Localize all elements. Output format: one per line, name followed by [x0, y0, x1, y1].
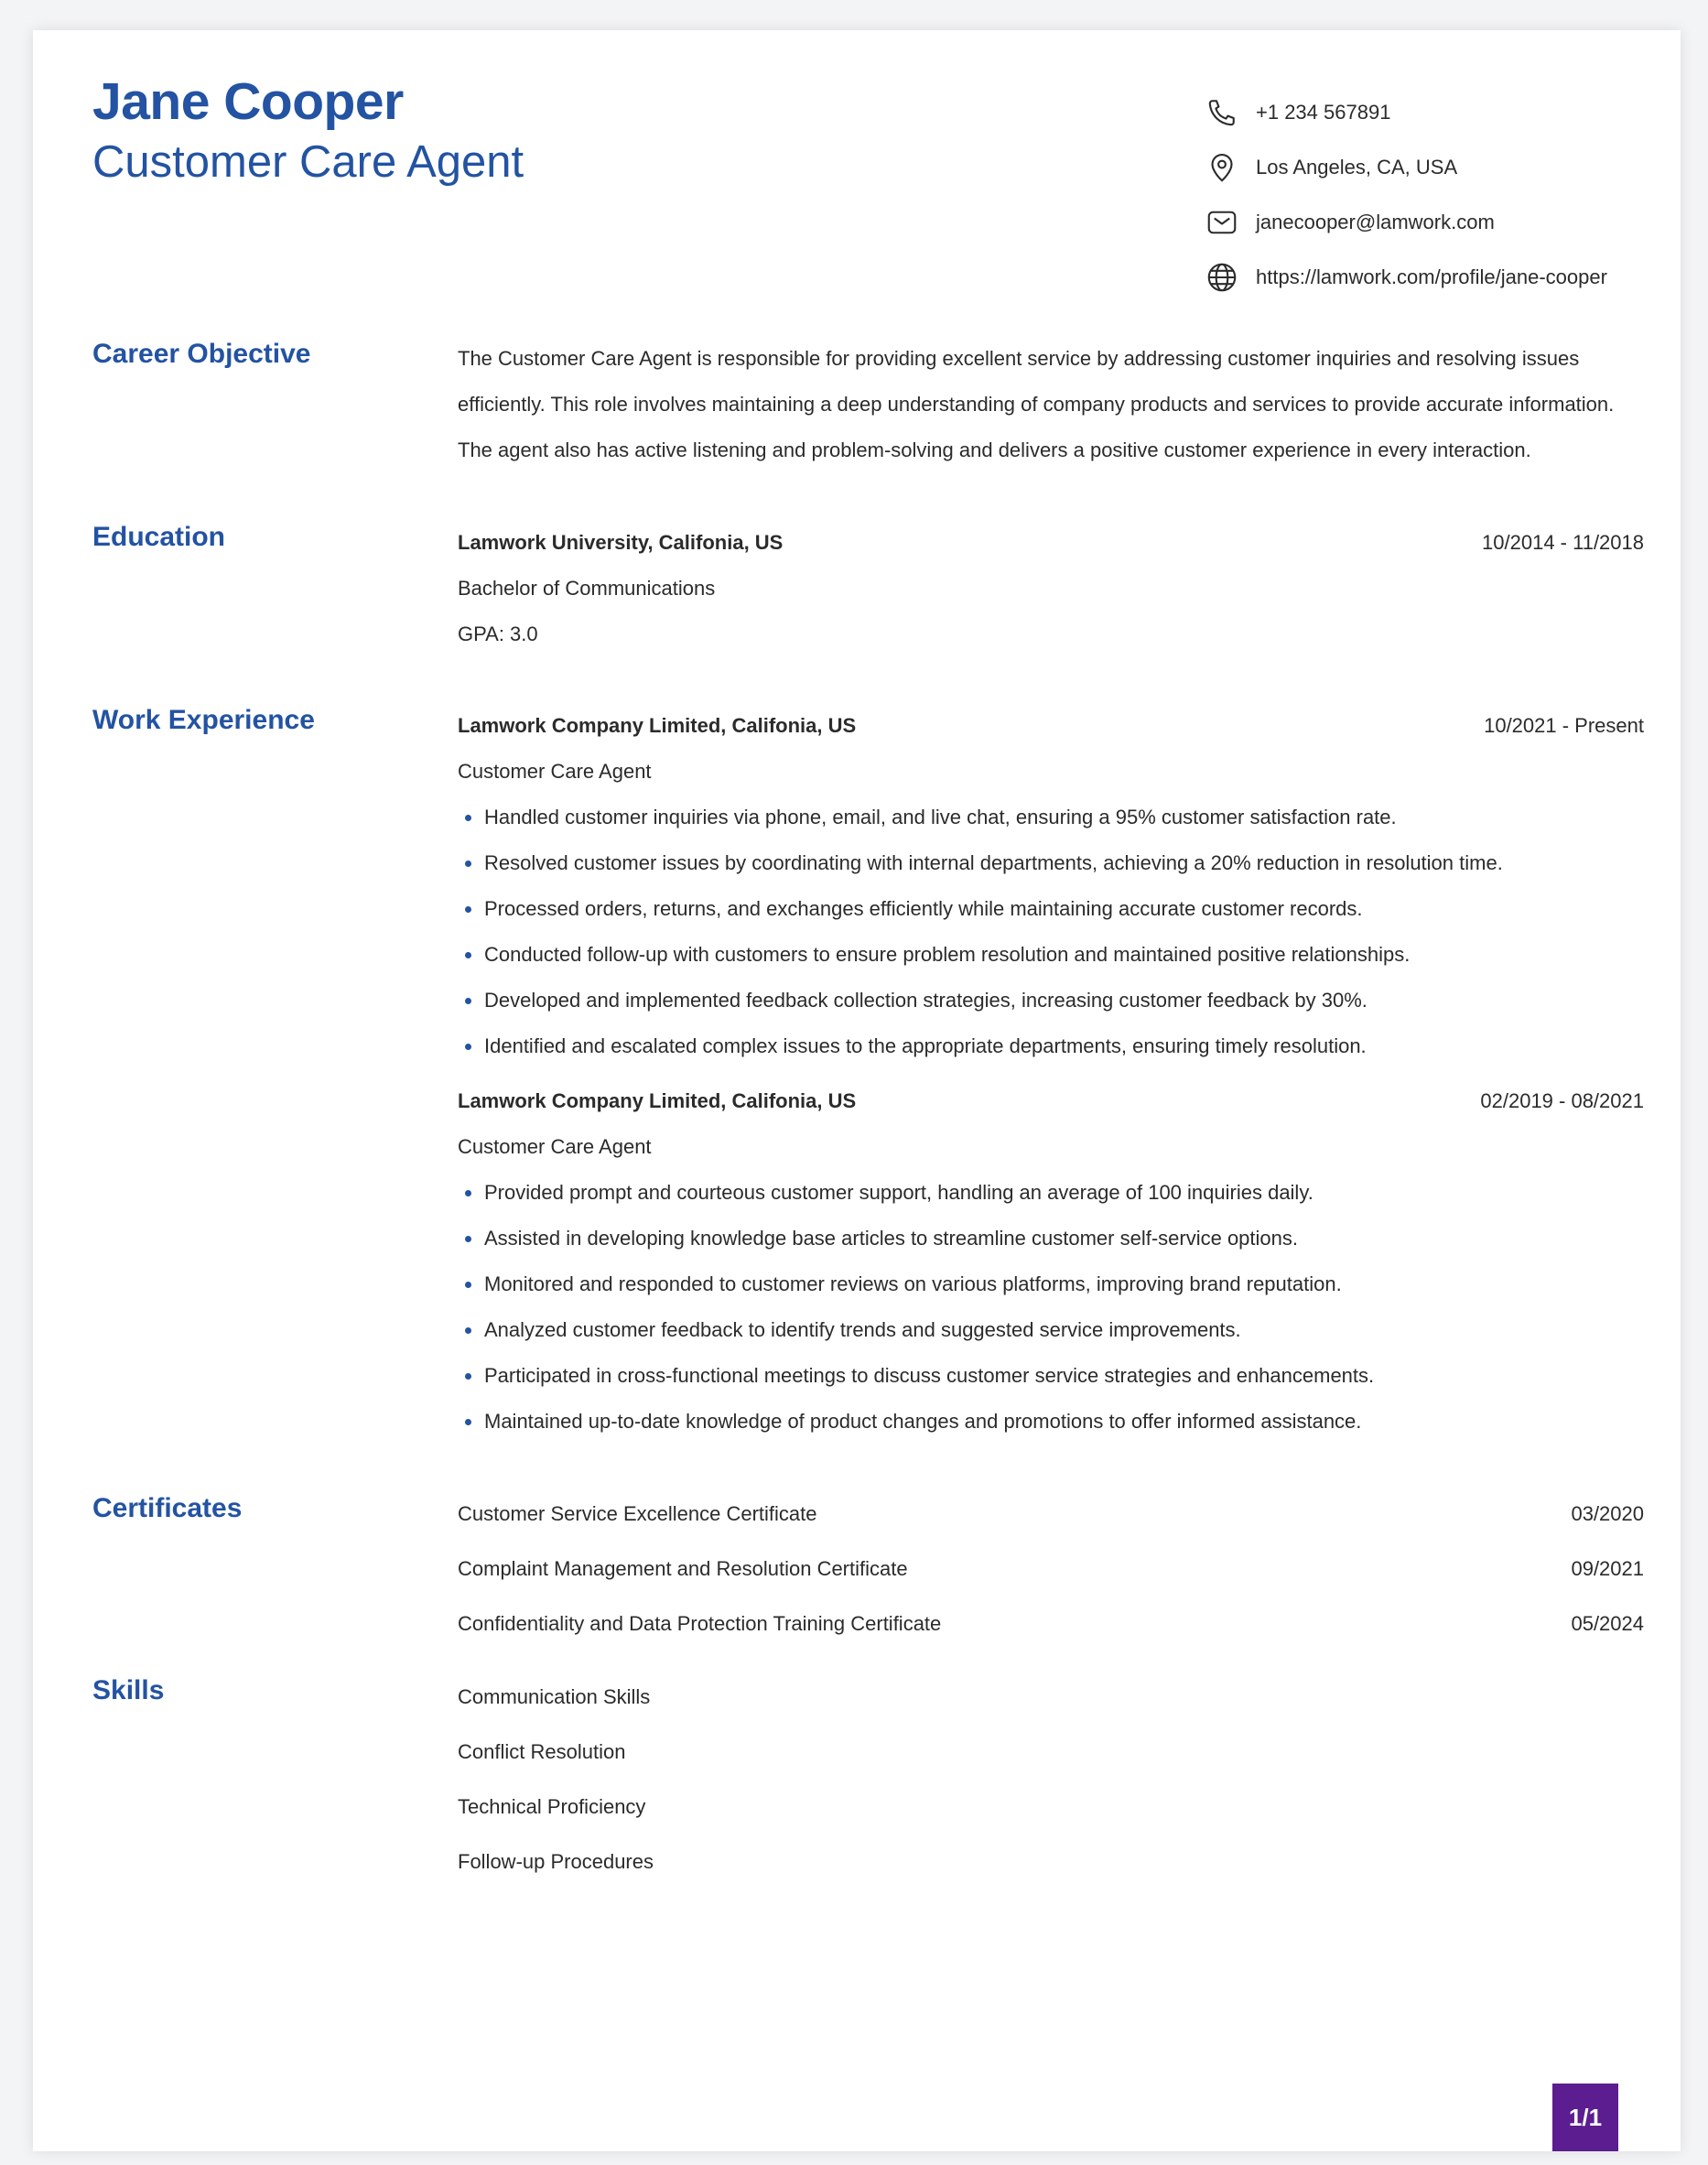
- bullet-dot-icon: [465, 861, 471, 867]
- education-degree: Bachelor of Communications: [458, 577, 716, 600]
- candidate-role: Customer Care Agent: [92, 137, 524, 187]
- job-bullet: [458, 1399, 1644, 1445]
- section-title-work-experience: Work Experience: [92, 705, 315, 735]
- bullet-dot-icon: [465, 952, 471, 958]
- certificate-name: Confidentiality and Data Protection Training Certificate: [458, 1612, 942, 1635]
- job-bullet-text: Processed orders, returns, and exchanges efficiently while maintaining accurate customer records.: [484, 897, 1363, 920]
- skills-body: [458, 1670, 1644, 1889]
- job-bullet: [458, 840, 1644, 886]
- contact-phone-text[interactable]: +1 234 567891: [1256, 101, 1391, 124]
- section-title-education: Education: [92, 522, 226, 552]
- certificate-row: [458, 1542, 1644, 1597]
- contact-location: [1205, 140, 1644, 195]
- bullet-dot-icon: [465, 1236, 471, 1242]
- education-gpa: GPA: 3.0: [458, 622, 538, 645]
- job-bullet: [458, 1170, 1644, 1216]
- bullet-dot-icon: [465, 1373, 471, 1380]
- contact-phone: [1205, 85, 1644, 140]
- contact-email: [1205, 195, 1644, 250]
- job-bullet: [458, 932, 1644, 978]
- job-bullet-text: Handled customer inquiries via phone, email, and live chat, ensuring a 95% customer satisfaction rate.: [484, 806, 1397, 828]
- job-bullet: [458, 795, 1644, 840]
- job-bullet: [458, 1023, 1644, 1069]
- education-body: [458, 520, 1644, 657]
- skill-item: Technical Proficiency: [458, 1795, 646, 1818]
- certificate-name: Customer Service Excellence Certificate: [458, 1502, 817, 1525]
- job-bullet-text: Identified and escalated complex issues to the appropriate departments, ensuring timely resolution.: [484, 1034, 1367, 1057]
- contact-list: [1205, 85, 1644, 305]
- section-title-career-objective: Career Objective: [92, 339, 311, 369]
- skill-item: Conflict Resolution: [458, 1740, 626, 1763]
- candidate-name: Jane Cooper: [92, 72, 404, 131]
- job-header-row: [458, 1078, 1644, 1124]
- bullet-dot-icon: [465, 1190, 471, 1196]
- job-bullet: [458, 1261, 1644, 1307]
- resume-page: [33, 30, 1681, 2151]
- job-bullet: [458, 978, 1644, 1023]
- job-position: Customer Care Agent: [458, 1135, 652, 1158]
- certificate-name: Complaint Management and Resolution Certificate: [458, 1557, 908, 1580]
- skill-item: Follow-up Procedures: [458, 1850, 654, 1873]
- job-entry: [458, 703, 1644, 1069]
- bullet-dot-icon: [465, 1282, 471, 1288]
- job-bullet: [458, 1307, 1644, 1353]
- job-bullet: [458, 886, 1644, 932]
- objective-line: efficiently. This role involves maintaining a deep understanding of company products and services to provide accurate information.: [458, 393, 1615, 416]
- job-position: Customer Care Agent: [458, 760, 652, 783]
- job-bullet-list: [458, 1170, 1644, 1445]
- objective-line: The Customer Care Agent is responsible for providing excellent service by addressing customer inquiries and resolving issues: [458, 347, 1580, 370]
- career-objective-body: [458, 336, 1644, 473]
- certificate-row: [458, 1597, 1644, 1651]
- job-bullet: [458, 1216, 1644, 1261]
- bullet-dot-icon: [465, 1419, 471, 1425]
- education-dates: 10/2014 - 11/2018: [1482, 531, 1644, 554]
- skill-item: Communication Skills: [458, 1685, 651, 1708]
- job-bullet-text: Resolved customer issues by coordinating with internal departments, achieving a 20% reduction in resolution time.: [484, 851, 1503, 874]
- job-bullet: [458, 1353, 1644, 1399]
- contact-website: [1205, 250, 1644, 305]
- location-icon: [1205, 150, 1239, 185]
- job-bullet-text: Maintained up-to-date knowledge of product changes and promotions to offer informed assistance.: [484, 1410, 1362, 1433]
- job-bullet-text: Analyzed customer feedback to identify trends and suggested service improvements.: [484, 1318, 1241, 1341]
- contact-email-text[interactable]: janecooper@lamwork.com: [1256, 211, 1495, 233]
- job-bullet-text: Provided prompt and courteous customer support, handling an average of 100 inquiries daily.: [484, 1181, 1313, 1204]
- page-indicator-badge: 1/1: [1552, 2084, 1618, 2151]
- contact-location-text: Los Angeles, CA, USA: [1256, 156, 1458, 179]
- job-header-row: [458, 703, 1644, 749]
- bullet-dot-icon: [465, 998, 471, 1004]
- job-company: Lamwork Company Limited, Califonia, US: [458, 714, 857, 737]
- certificates-body: [458, 1487, 1644, 1651]
- job-entry: [458, 1078, 1644, 1445]
- email-icon: [1205, 205, 1239, 240]
- job-bullet-list: [458, 795, 1644, 1069]
- job-dates: 10/2021 - Present: [1484, 714, 1644, 737]
- job-bullet-text: Participated in cross-functional meetings to discuss customer service strategies and enhancements.: [484, 1364, 1375, 1387]
- bullet-dot-icon: [465, 1044, 471, 1050]
- job-bullet-text: Monitored and responded to customer reviews on various platforms, improving brand reputation.: [484, 1272, 1342, 1295]
- job-dates: 02/2019 - 08/2021: [1480, 1089, 1644, 1112]
- bullet-dot-icon: [465, 1327, 471, 1334]
- bullet-dot-icon: [465, 815, 471, 821]
- section-title-certificates: Certificates: [92, 1493, 243, 1523]
- section-title-skills: Skills: [92, 1675, 165, 1705]
- phone-icon: [1205, 95, 1239, 130]
- education-school: Lamwork University, Califonia, US: [458, 531, 784, 554]
- contact-website-text[interactable]: https://lamwork.com/profile/jane-cooper: [1256, 265, 1607, 288]
- job-bullet-text: Assisted in developing knowledge base articles to streamline customer self-service options.: [484, 1227, 1298, 1250]
- certificate-date: 03/2020: [1571, 1502, 1644, 1525]
- job-company: Lamwork Company Limited, Califonia, US: [458, 1089, 857, 1112]
- certificate-row: [458, 1487, 1644, 1542]
- certificate-date: 09/2021: [1571, 1557, 1644, 1580]
- objective-line: The agent also has active listening and problem-solving and delivers a positive customer experience in every interaction.: [458, 438, 1531, 461]
- education-header-row: [458, 520, 1644, 566]
- work-experience-body: [458, 703, 1644, 1445]
- globe-icon: [1205, 260, 1239, 295]
- job-bullet-text: Conducted follow-up with customers to ensure problem resolution and maintained positive relationships.: [484, 943, 1411, 966]
- bullet-dot-icon: [465, 906, 471, 913]
- certificate-date: 05/2024: [1571, 1612, 1644, 1635]
- job-bullet-text: Developed and implemented feedback collection strategies, increasing customer feedback by 30%.: [484, 989, 1367, 1012]
